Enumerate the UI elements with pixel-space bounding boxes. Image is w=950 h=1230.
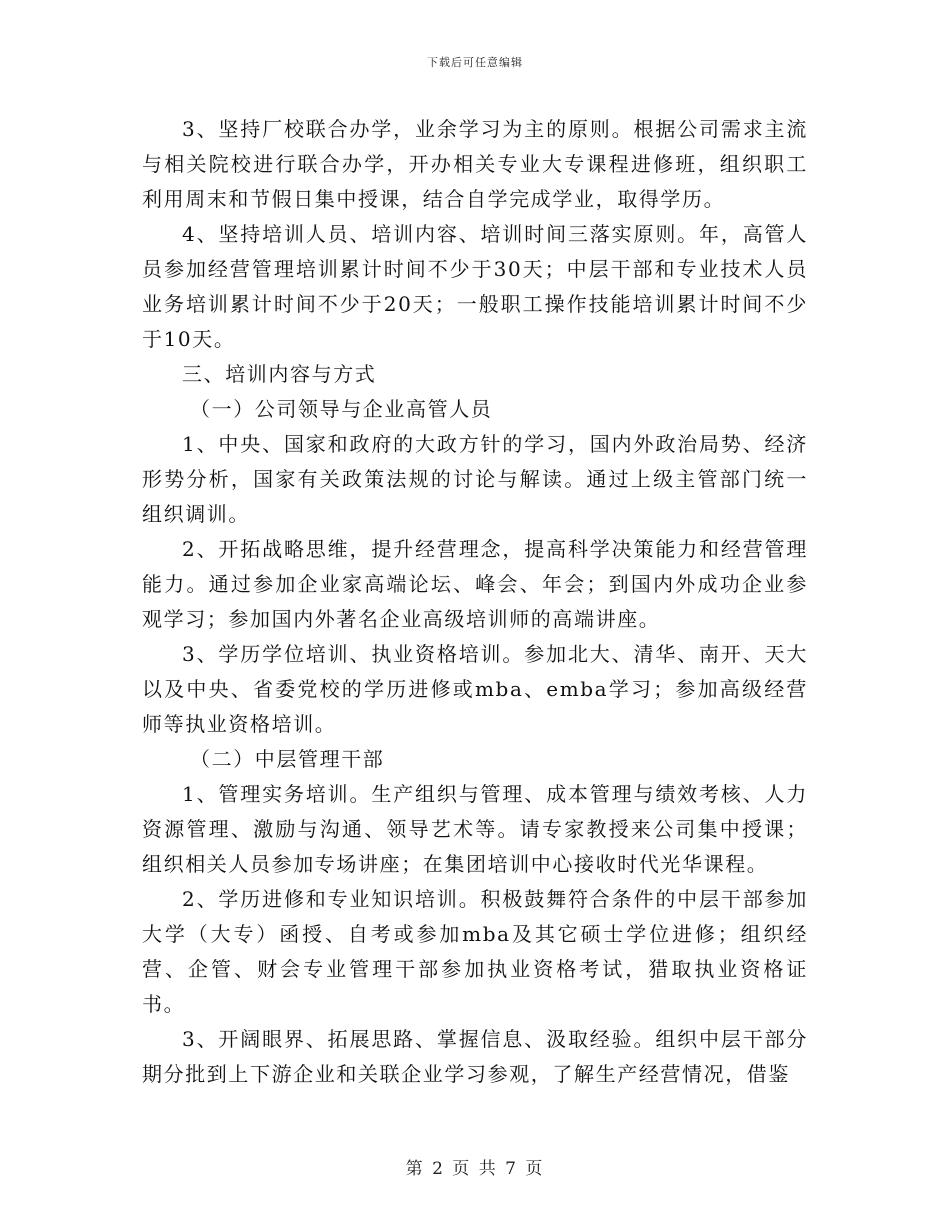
paragraph-principle-3: 3、坚持厂校联合办学，业余学习为主的原则。根据公司需求主流与相关院校进行联合办学，开办相关专业大专课程进修班，组织职工利用周末和节假日集中授课，结合自学完成学业，取得学历。: [142, 117, 808, 211]
page-footer: 第 2 页 共 7 页: [405, 1159, 545, 1179]
page-header: 下载后可任意编辑: [427, 56, 523, 69]
paragraph-principle-4: 4、坚持培训人员、培训内容、培训时间三落实原则。年，高管人员参加经营管理培训累计时间不少于30天；中层干部和专业技术人员业务培训累计时间不少于20天；一般职工操作技能培训累计时间不少于10天。: [142, 222, 808, 351]
paragraph-managers-item-3: 3、开阔眼界、拓展思路、掌握信息、汲取经验。组织中层干部分期分批到上下游企业和关联企业学习参观，了解生产经营情况，借鉴: [142, 1027, 808, 1086]
paragraph-managers-item-1: 1、管理实务培训。生产组织与管理、成本管理与绩效考核、人力资源管理、激励与沟通、领导艺术等。请专家教授来公司集中授课；组织相关人员参加专场讲座；在集团培训中心接收时代光华课程。: [142, 782, 808, 876]
paragraph-leaders-item-2: 2、开拓战略思维，提升经营理念，提高科学决策能力和经营管理能力。通过参加企业家高端论坛、峰会、年会；到国内外成功企业参观学习；参加国内外著名企业高级培训师的高端讲座。: [142, 537, 808, 631]
paragraph-managers-item-2: 2、学历进修和专业知识培训。积极鼓舞符合条件的中层干部参加大学（大专）函授、自考或参加mba及其它硕士学位进修；组织经营、企管、财会专业管理干部参加执业资格考试，猎取执业资格证书。: [142, 887, 808, 1016]
subheading-middle-managers: （二）中层管理干部: [190, 747, 385, 771]
document-body: [142, 112, 808, 1092]
paragraph-leaders-item-1: 1、中央、国家和政府的大政方针的学习，国内外政治局势、经济形势分析，国家有关政策法规的讨论与解读。通过上级主管部门统一组织调训。: [142, 432, 808, 526]
section-heading-training-content: 三、培训内容与方式: [182, 362, 377, 386]
paragraph-leaders-item-3: 3、学历学位培训、执业资格培训。参加北大、清华、南开、天大以及中央、省委党校的学历进修或mba、emba学习；参加高级经营师等执业资格培训。: [142, 642, 808, 736]
subheading-senior-leaders: （一）公司领导与企业高管人员: [190, 397, 493, 421]
